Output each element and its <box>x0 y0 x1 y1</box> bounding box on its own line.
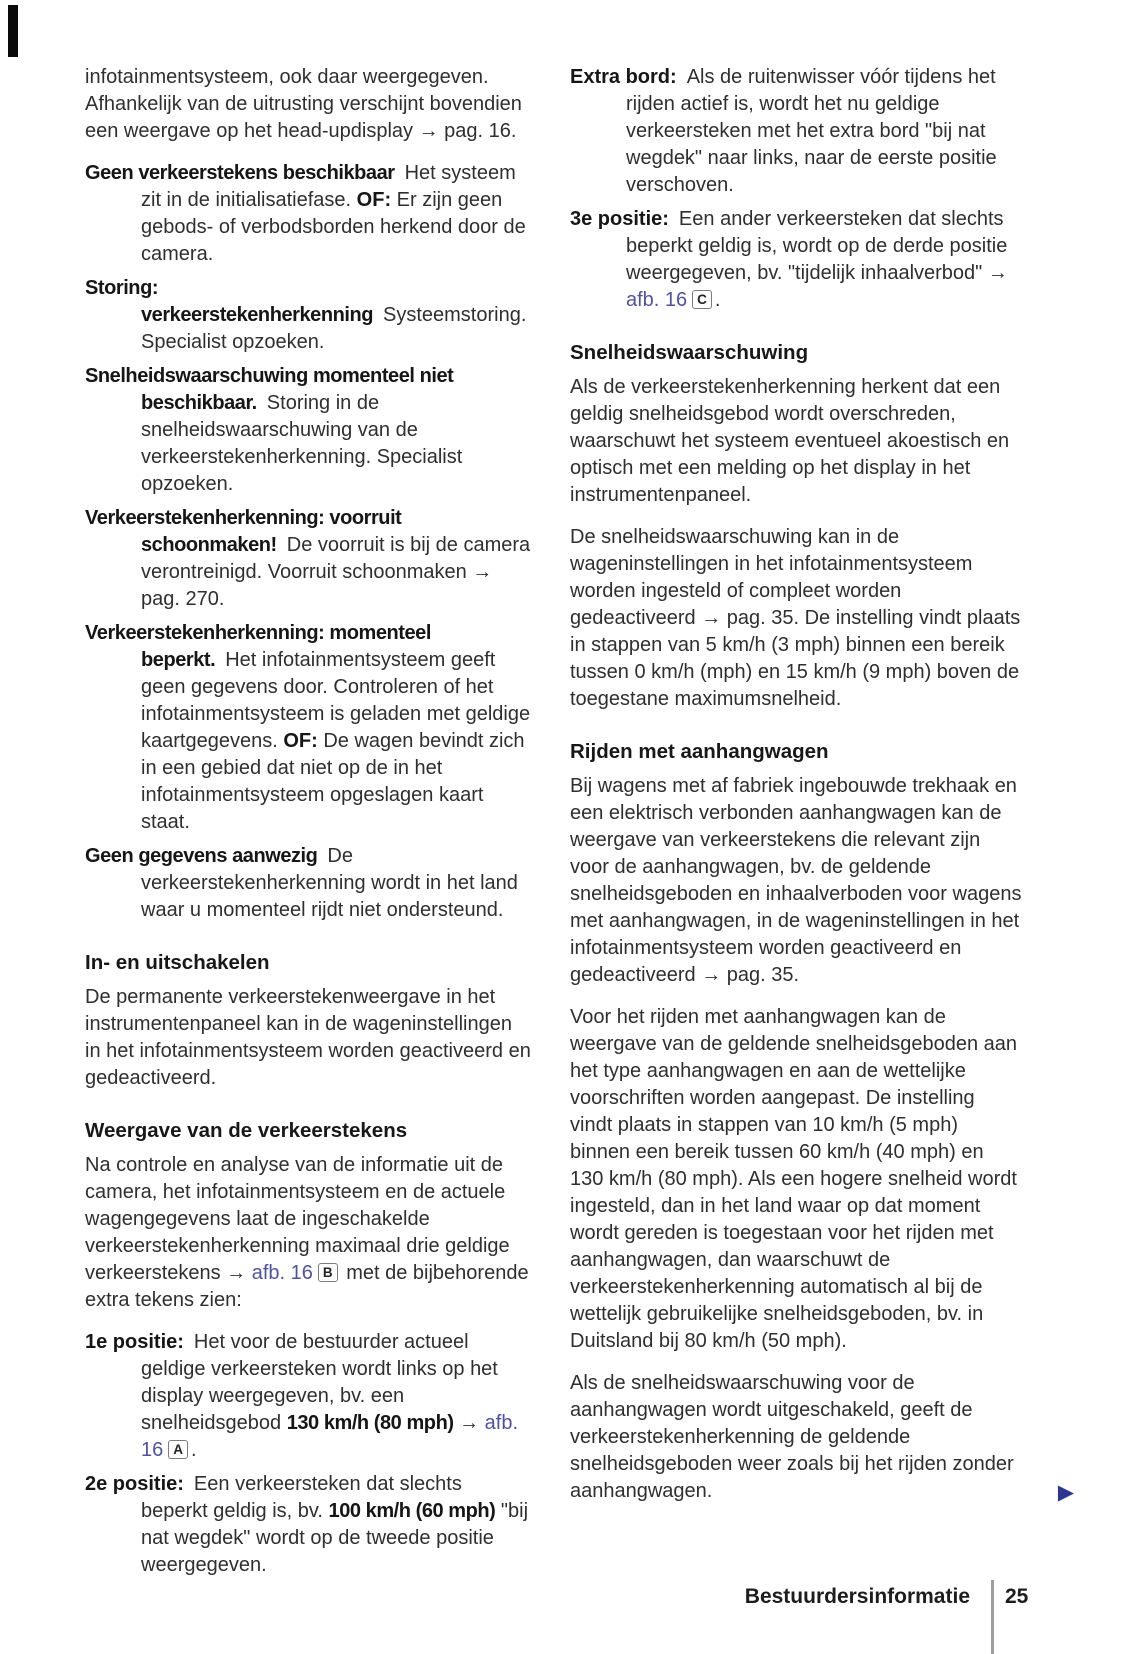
text-run: Er zijn geen gebods- of verbodsborden herkend door de camera. <box>141 189 526 265</box>
definition-item <box>85 363 533 498</box>
definition-term: 3e positie: <box>570 208 669 230</box>
right-column <box>570 64 1074 1520</box>
cross-reference-link: afb. 16 <box>626 289 688 311</box>
bold-text: OF: <box>283 730 324 752</box>
definition-term: 1e positie: <box>85 1331 184 1353</box>
definition-item <box>85 275 533 356</box>
text-run: Als de verkeerstekenherkenning herkent dat een geldig snelheidsgebod wordt overschreden, waarschuwt het systeem eventueel akoestisch en optisch met een melding op het display in het instrumentenpaneel. <box>570 376 1010 506</box>
paragraph <box>570 773 1022 989</box>
message-term: Storing: verkeerstekenherkenning <box>85 277 373 326</box>
text-run: met de bijbehorende extra tekens zien: <box>85 1262 529 1311</box>
text-run: Een verkeersteken dat slechts beperkt geldig is, bv. <box>141 1473 462 1522</box>
text-run: De wagen bevindt zich in een gebied dat niet op de in het infotainmentsysteem opgeslagen kaart staat. <box>141 730 525 833</box>
text-run: . <box>191 1439 197 1461</box>
figure-key-box: B <box>318 1263 338 1282</box>
text-run: Storing in de snelheidswaarschuwing van de verkeerstekenherkenning. Specialist opzoeken. <box>141 392 463 495</box>
text-run: "bij nat wegdek" wordt op de tweede positie weergegeven. <box>141 1500 529 1576</box>
paragraph <box>570 1004 1022 1355</box>
cross-reference-link: afb. 16 <box>251 1262 313 1284</box>
text-run: Als de snelheidswaarschuwing voor de aanhangwagen wordt uitgeschakeld, geeft de verkeerstekenherkenning de geldende snelheidsgeboden weer zoals bij het rijden zonder aanhangwagen. <box>570 1372 1014 1502</box>
bold-text: OF: <box>356 189 397 211</box>
text-run: . <box>714 289 721 311</box>
definition-item <box>85 160 533 268</box>
continuation-arrow-icon: ▶ <box>1057 1480 1074 1504</box>
paragraph <box>570 524 1022 713</box>
bold-value: 130 km/h (80 mph) <box>286 1412 454 1434</box>
figure-key-box: A <box>168 1440 188 1459</box>
message-term: Geen verkeerstekens beschikbaar <box>85 162 395 184</box>
definition-term: 2e positie: <box>85 1473 184 1495</box>
paragraph <box>85 1152 533 1314</box>
text-run: De voorruit is bij de camera verontreinigd. Voorruit schoonmaken → pag. 270. <box>141 534 531 610</box>
bold-value: 100 km/h (60 mph) <box>328 1500 496 1522</box>
paragraph <box>85 64 533 145</box>
section-heading: Weergave van de verkeerstekens <box>85 1119 408 1142</box>
text-run: Systeemstoring. Specialist opzoeken. <box>141 304 527 353</box>
text-run: De snelheidswaarschuwing kan in de wageninstellingen in het infotainmentsysteem worden ingesteld of compleet worden gedeactiveerd → pag. 35. De instelling vindt plaats in stappen van 5 km/h (3 mph) binnen een bereik tussen 0 km/h (mph) en 15 km/h (9 mph) boven de toegestane maximumsnelheid. <box>570 526 1021 710</box>
section-heading: Rijden met aanhangwagen <box>570 740 829 763</box>
text-run: → <box>453 1412 485 1434</box>
left-column <box>85 64 533 1586</box>
message-term: Verkeerstekenherkenning: voorruit schoonmaken! <box>85 507 402 556</box>
text-run: Bij wagens met af fabriek ingebouwde trekhaak en een elektrisch verbonden aanhangwagen kan de weergave van verkeerstekens die relevant zijn voor de aanhangwagen, bv. de geldende snelheidsgeboden en inhaalverboden voor wagens met aanhangwagen, in de wageninstellingen in het infotainmentsysteem worden geactiveerd en gedeactiveerd → pag. 35. <box>570 775 1022 986</box>
text-run: Het systeem zit in de initialisatiefase. <box>141 162 516 211</box>
definition-item <box>570 206 1022 314</box>
message-term: Verkeerstekenherkenning: momenteel beperkt. <box>85 622 431 671</box>
paragraph <box>570 374 1022 509</box>
definition-item <box>85 620 533 836</box>
text-run: Als de ruitenwisser vóór tijdens het rijden actief is, wordt het nu geldige verkeersteken met het extra bord "bij nat wegdek" naar links, naar de eerste positie verschoven. <box>626 66 997 196</box>
text-run: Een ander verkeersteken dat slechts beperkt geldig is, wordt op de derde positie weergegeven, bv. "tijdelijk inhaalverbod" → <box>626 208 1008 284</box>
text-run: Voor het rijden met aanhangwagen kan de weergave van de geldende snelheidsgeboden aan het type aanhangwagen en aan de wettelijke voorschriften worden aangepast. De instelling vindt plaats in stappen van 10 km/h (5 mph) binnen een bereik tussen 60 km/h (40 mph) en 130 km/h (80 mph). Als een hogere snelheid wordt ingesteld, dan in het land waar op dat moment wordt gereden is toegestaan voor het rijden met aanhangwagen, dan waarschuwt de verkeerstekenherkenning automatisch al bij de wettelijk gebruikelijke snelheidsgeboden, bv. in Duitsland bij 80 km/h (50 mph). <box>570 1006 1018 1352</box>
text-run: De permanente verkeerstekenweergave in het instrumentenpaneel kan in de wageninstellingen in het infotainmentsysteem worden geactiveerd en gedeactiveerd. <box>85 986 531 1089</box>
text-run: Het voor de bestuurder actueel geldige verkeersteken wordt links op het display weergegeven, bv. een snelheidsgebod <box>141 1331 498 1434</box>
definition-item <box>85 1471 533 1579</box>
section-heading: In- en uitschakelen <box>85 951 270 974</box>
message-term: Snelheidswaarschuwing momenteel niet beschikbaar. <box>85 365 454 414</box>
definition-item <box>570 64 1022 199</box>
page-number: 25 <box>1005 1585 1029 1608</box>
definition-term: Extra bord: <box>570 66 677 88</box>
definition-item <box>85 1329 533 1464</box>
cross-reference-link: afb. 16 <box>141 1412 519 1461</box>
message-term: Geen gegevens aanwezig <box>85 845 318 867</box>
section-heading: Snelheidswaarschuwing <box>570 341 809 364</box>
paragraph <box>570 1370 1074 1505</box>
paragraph <box>85 984 533 1092</box>
footer-divider <box>991 1580 994 1654</box>
definition-item <box>85 843 533 924</box>
figure-key-box: C <box>692 290 712 309</box>
print-mark <box>8 5 18 57</box>
text-run: De verkeerstekenherkenning wordt in het land waar u momenteel rijdt niet ondersteund. <box>141 845 518 921</box>
footer-section-title: Bestuurdersinformatie <box>744 1585 970 1608</box>
text-run: Het infotainmentsysteem geeft geen gegevens door. Controleren of het infotainmentsysteem is geladen met geldige kaartgegevens. <box>141 649 531 752</box>
text-run: Na controle en analyse van de informatie uit de camera, het infotainmentsysteem en de actuele wagengegevens laat de ingeschakelde verkeerstekenherkenning maximaal drie geldige verkeerstekens → <box>85 1154 510 1284</box>
definition-item <box>85 505 533 613</box>
text-run: infotainmentsysteem, ook daar weergegeven. Afhankelijk van de uitrusting verschijnt bovendien een weergave op het head-updisplay → pag. 16. <box>85 66 522 142</box>
